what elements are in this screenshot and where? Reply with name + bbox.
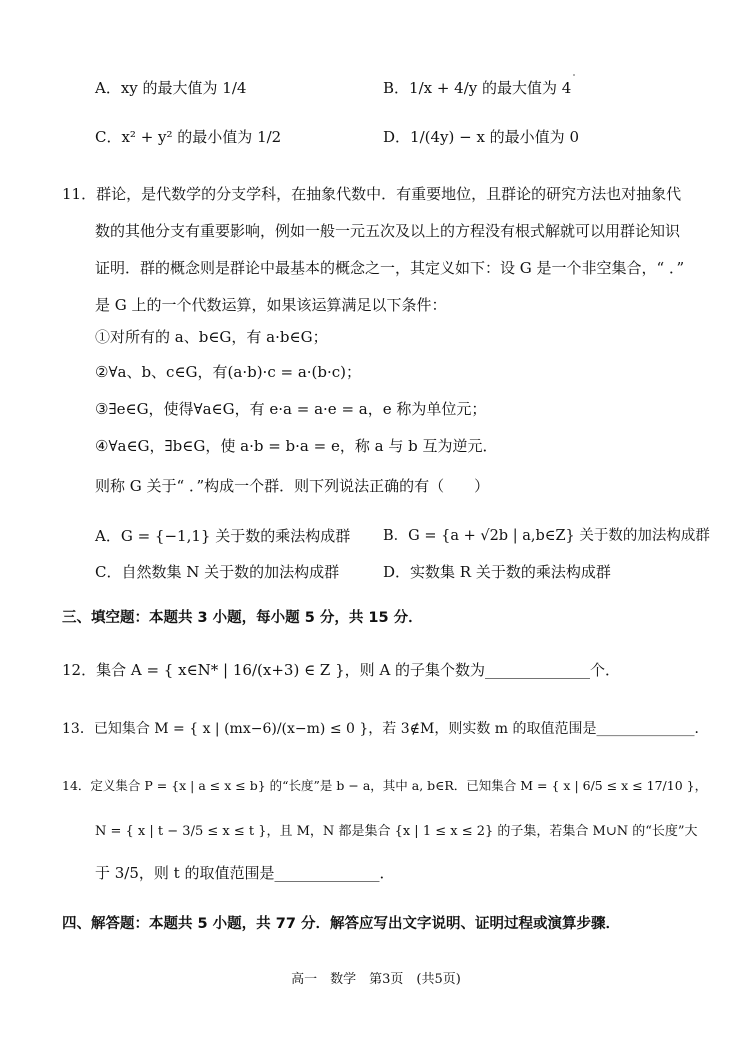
question-14-line: N = { x | t − 3/5 ≤ x ≤ t }，且 M，N 都是集合 {x | 1 ≤ x ≤ 2} 的子集，若集合 M∪N 的“长度”大 xyxy=(95,824,698,839)
q11-condition-4: ④∀a∈G，∃b∈G，使 a·b = b·a = e，称 a 与 b 互为逆元． xyxy=(95,437,498,455)
q10-option-a: A．xy 的最大值为 1/4 xyxy=(95,79,247,97)
q10-option-c: C．x² + y² 的最小值为 1/2 xyxy=(95,128,282,146)
q11-line: 11．群论，是代数学的分支学科，在抽象代数中．有重要地位，且群论的研究方法也对抽象代 xyxy=(62,185,682,203)
q11-line: 证明．群的概念则是群论中最基本的概念之一，其定义如下：设 G 是一个非空集合，“ ．” xyxy=(95,259,685,277)
q11-condition-1: ①对所有的 a、b∈G，有 a·b∈G； xyxy=(95,328,328,346)
q11-option-d: D．实数集 R 关于数的乘法构成群 xyxy=(383,563,611,581)
q10-option-b: B．1/x + 4/y 的最大值为 4 xyxy=(383,79,572,97)
question-14-line: 14．定义集合 P = {x | a ≤ x ≤ b} 的“长度”是 b − a，其中 a, b∈R．已知集合 M = { x | 6/5 ≤ x ≤ 17/10 }， xyxy=(62,778,708,793)
q11-option-b: B．G = {a + √2b | a,b∈Z} 关于数的加法构成群 xyxy=(383,528,710,544)
question-13: 13．已知集合 M = { x | (mx−6)/(x−m) ≤ 0 }，若 3∉M，则实数 m 的取值范围是______________． xyxy=(62,721,709,737)
page-footer: 高一 数学 第3页 (共5页) xyxy=(291,972,461,987)
q11-question: 则称 G 关于“ ．”构成一个群．则下列说法正确的有（ ） xyxy=(95,477,490,495)
q10-option-d: D．1/(4y) − x 的最小值为 0 xyxy=(383,128,579,146)
section-4-heading: 四、解答题：本题共 5 小题，共 77 分．解答应写出文字说明、证明过程或演算步骤． xyxy=(62,916,620,932)
question-12: 12．集合 A = { x∈N* | 16/(x+3) ∈ Z }，则 A 的子集个数为______________个． xyxy=(62,661,621,679)
stray-mark xyxy=(573,74,575,76)
q11-condition-2: ②∀a、b、c∈G，有(a·b)·c = a·(b·c)； xyxy=(95,363,362,381)
question-14-line: 于 3/5，则 t 的取值范围是______________． xyxy=(95,864,395,882)
q11-option-a: A．G = {−1,1} 关于数的乘法构成群 xyxy=(95,527,351,545)
q11-line: 数的其他分支有重要影响，例如一般一元五次及以上的方程没有根式解就可以用群论知识 xyxy=(95,222,681,240)
q11-line: 是 G 上的一个代数运算，如果该运算满足以下条件： xyxy=(95,296,447,314)
q11-condition-3: ③∃e∈G，使得∀a∈G，有 e·a = a·e = a，e 称为单位元； xyxy=(95,400,487,418)
section-3-heading: 三、填空题：本题共 3 小题，每小题 5 分，共 15 分． xyxy=(62,610,423,626)
q11-option-c: C．自然数集 N 关于数的加法构成群 xyxy=(95,563,340,581)
